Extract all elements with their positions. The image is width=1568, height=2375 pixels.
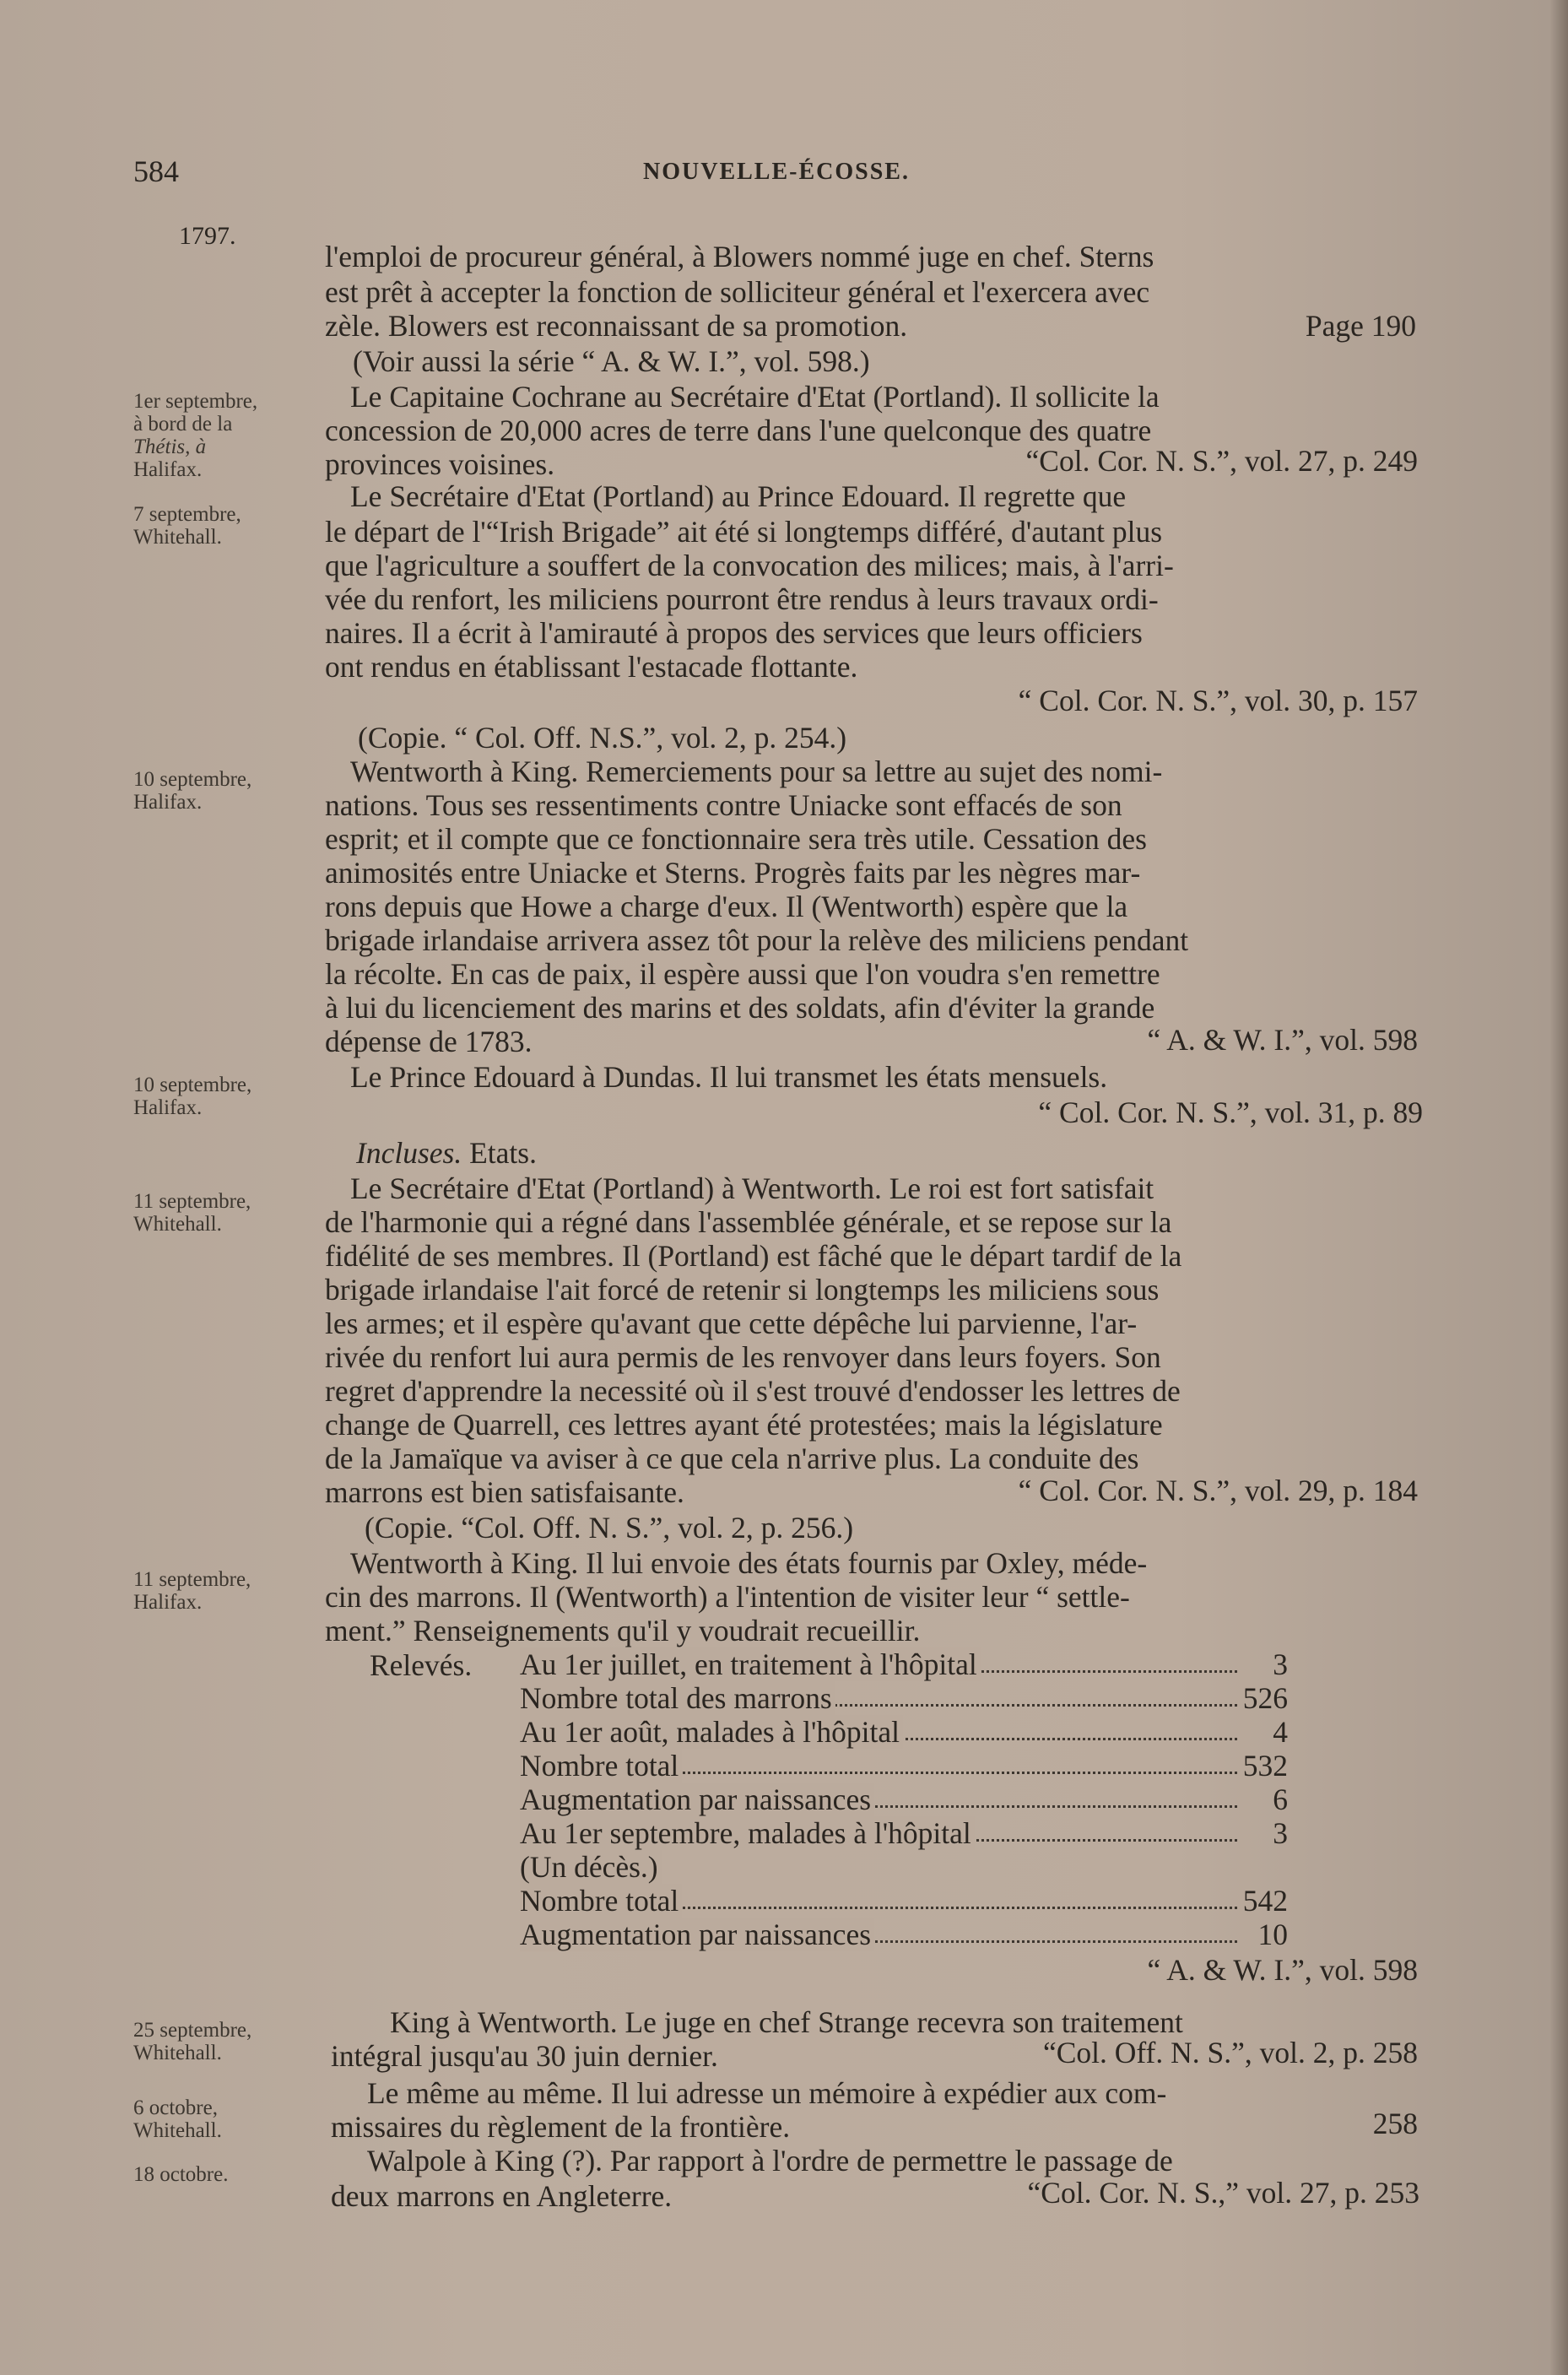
text-line: les armes; et il espère qu'avant que cette dépêche lui parvienne, l'ar- [325, 1307, 1138, 1340]
text-line: que l'agriculture a souffert de la convocation des milices; mais, à l'arri- [325, 549, 1174, 582]
text-line: provinces voisines. [325, 447, 555, 481]
text-line: marrons est bien satisfaisante. [325, 1475, 684, 1509]
text-line: Le Capitaine Cochrane au Secrétaire d'Etat (Portland). Il sollicite la [350, 380, 1160, 414]
text-line: fidélité de ses membres. Il (Portland) est fâché que le départ tardif de la [325, 1239, 1182, 1273]
table-row: Au 1er juillet, en traitement à l'hôpital 3 [520, 1647, 1288, 1681]
text-line: Le Secrétaire d'Etat (Portland) au Prince Edouard. Il regrette que [350, 479, 1127, 513]
text-line: Wentworth à King. Remerciements pour sa lettre au sujet des nomi- [350, 755, 1163, 788]
source-reference: “ A. & W. I.”, vol. 598 [1147, 1953, 1418, 1987]
source-reference: “ Col. Cor. N. S.”, vol. 30, p. 157 [1018, 684, 1418, 717]
text-line: ment.” Renseignements qu'il y voudrait recueillir. [325, 1614, 921, 1647]
running-title: NOUVELLE-ÉCOSSE. [643, 159, 910, 185]
text-line: à lui du licenciement des marins et des soldats, afin d'éviter la grande [325, 991, 1155, 1025]
margin-note-date: 11 septembre, Whitehall. [133, 1190, 251, 1236]
text-line: dépense de 1783. [325, 1025, 533, 1058]
text-line: (Copie. “Col. Off. N. S.”, vol. 2, p. 256.) [365, 1511, 854, 1545]
source-reference: 258 [1372, 2107, 1418, 2140]
text-line: Le même au même. Il lui adresse un mémoire à expédier aux com- [367, 2076, 1167, 2110]
table-label: Relevés. [370, 1648, 473, 1682]
table-row: Nombre total 542 [520, 1884, 1288, 1918]
text-line: Incluses. Etats. [356, 1136, 537, 1170]
page-number: 584 [133, 154, 179, 188]
text-line: est prêt à accepter la fonction de solliciteur général et l'exercera avec [325, 275, 1150, 309]
text-line: le départ de l'“Irish Brigade” ait été si longtemps différé, d'autant plus [325, 515, 1163, 549]
inclusion-label: Incluses. [356, 1136, 462, 1170]
source-reference: “ A. & W. I.”, vol. 598 [1147, 1023, 1418, 1057]
text-line: ont rendus en établissant l'estacade flottante. [325, 650, 858, 684]
margin-note-date: 7 septembre, Whitehall. [133, 503, 241, 549]
year-marker: 1797. [179, 222, 236, 250]
source-reference: “ Col. Cor. N. S.”, vol. 29, p. 184 [1018, 1474, 1418, 1507]
text-line: esprit; et il compte que ce fonctionnaire sera très utile. Cessation des [325, 822, 1147, 856]
text-line: regret d'apprendre la necessité où il s'est trouvé d'endosser les lettres de [325, 1374, 1181, 1408]
margin-note-date: 1er septembre, à bord de la Thétis, à Halifax. [133, 390, 258, 481]
text-line: brigade irlandaise l'ait forcé de retenir si longtemps les miliciens sous [325, 1273, 1160, 1307]
table-row: (Un décès.) [520, 1850, 1288, 1884]
text-line: brigade irlandaise arrivera assez tôt pour la relève des miliciens pendant [325, 923, 1189, 957]
text-line: de la Jamaïque va aviser à ce que cela n'arrive plus. La conduite des [325, 1442, 1139, 1475]
margin-note-date: 10 septembre, Halifax. [133, 1074, 252, 1119]
table-row: Au 1er septembre, malades à l'hôpital 3 [520, 1816, 1288, 1850]
text-line: Le Secrétaire d'Etat (Portland) à Wentworth. Le roi est fort satisfait [350, 1171, 1154, 1205]
table-row: Nombre total 532 [520, 1749, 1288, 1783]
text-line: (Voir aussi la série “ A. & W. I.”, vol. 598.) [353, 344, 870, 378]
text-line: Le Prince Edouard à Dundas. Il lui transmet les états mensuels. [350, 1060, 1108, 1094]
page-edge-shadow [1549, 0, 1568, 2375]
source-reference: “Col. Off. N. S.”, vol. 2, p. 258 [1042, 2036, 1418, 2069]
text-line: intégral jusqu'au 30 juin dernier. [331, 2039, 718, 2073]
text-line: la récolte. En cas de paix, il espère aussi que l'on voudra s'en remettre [325, 957, 1160, 991]
text-line: cin des marrons. Il (Wentworth) a l'intention de visiter leur “ settle- [325, 1580, 1130, 1614]
text-line: zèle. Blowers est reconnaissant de sa promotion. [325, 309, 908, 343]
text-line: naires. Il a écrit à l'amirauté à propos des services que leurs officiers [325, 616, 1143, 650]
text-line: Walpole à King (?). Par rapport à l'ordre de permettre le passage de [367, 2144, 1173, 2178]
text-line: change de Quarrell, ces lettres ayant été protestées; mais la législature [325, 1408, 1163, 1442]
margin-note-date: 11 septembre, Halifax. [133, 1568, 251, 1614]
table-row: Au 1er août, malades à l'hôpital 4 [520, 1715, 1288, 1749]
text-line: rivée du renfort lui aura permis de les renvoyer dans leurs foyers. Son [325, 1340, 1161, 1374]
text-line: King à Wentworth. Le juge en chef Strange recevra son traitement [390, 2005, 1183, 2039]
table-row: Augmentation par naissances 10 [520, 1918, 1288, 1951]
text-line: nations. Tous ses ressentiments contre Uniacke sont effacés de son [325, 788, 1122, 822]
text-line: (Copie. “ Col. Off. N.S.”, vol. 2, p. 254.) [358, 721, 847, 755]
text-line: animosités entre Uniacke et Sterns. Progrès faits par les nègres mar- [325, 856, 1141, 890]
table-row: Augmentation par naissances 6 [520, 1783, 1288, 1816]
text-line: deux marrons en Angleterre. [331, 2179, 673, 2213]
text-line: rons depuis que Howe a charge d'eux. Il (Wentworth) espère que la [325, 890, 1128, 923]
margin-note-date: 6 octobre, Whitehall. [133, 2096, 222, 2142]
text-line: Wentworth à King. Il lui envoie des états fournis par Oxley, méde- [350, 1546, 1148, 1580]
source-reference: “Col. Cor. N. S.,” vol. 27, p. 253 [1027, 2176, 1419, 2210]
table-row: Nombre total des marrons 526 [520, 1681, 1288, 1715]
page-reference: Page 190 [1305, 309, 1416, 343]
text-line: l'emploi de procureur général, à Blowers nommé juge en chef. Sterns [325, 240, 1154, 273]
text-line: concession de 20,000 acres de terre dans l'une quelconque des quatre [325, 414, 1152, 447]
margin-note-date: 18 octobre. [133, 2163, 229, 2186]
source-reference: “Col. Cor. N. S.”, vol. 27, p. 249 [1025, 444, 1418, 478]
text-line: vée du renfort, les miliciens pourront être rendus à leurs travaux ordi- [325, 582, 1159, 616]
text-line: de l'harmonie qui a régné dans l'assemblée générale, et se repose sur la [325, 1205, 1172, 1239]
margin-note-date: 10 septembre, Halifax. [133, 768, 252, 814]
text-line: missaires du règlement de la frontière. [331, 2110, 791, 2144]
source-reference: “ Col. Cor. N. S.”, vol. 31, p. 89 [1038, 1096, 1423, 1129]
margin-note-date: 25 septembre, Whitehall. [133, 2019, 252, 2064]
